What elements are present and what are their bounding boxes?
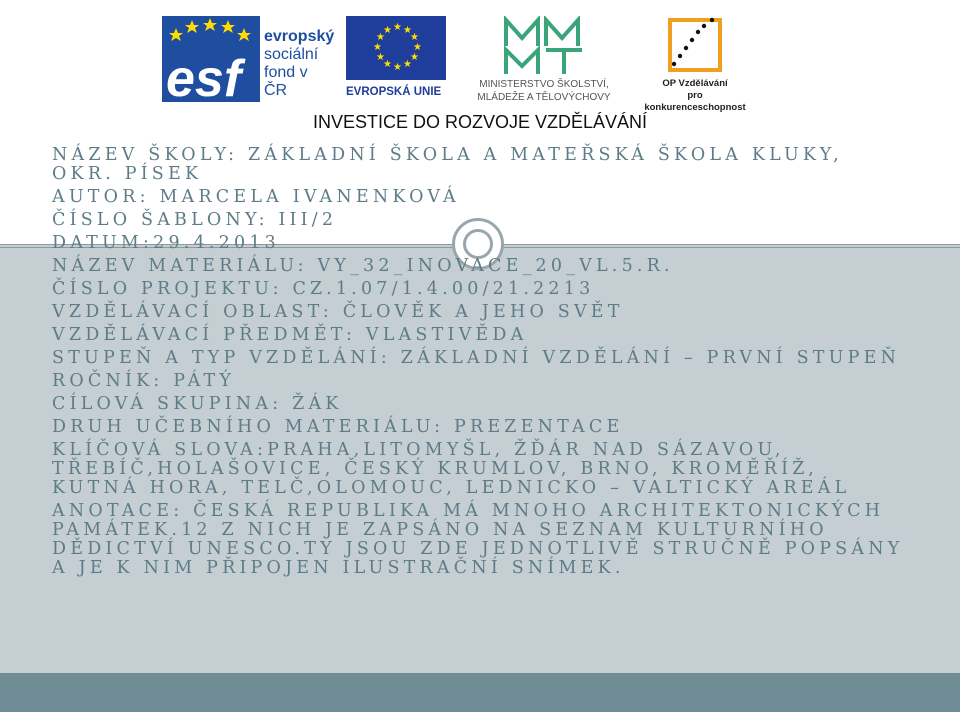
esf-caption <box>264 28 334 100</box>
template-number: ČÍSLO ŠABLONY: III/2 <box>52 210 338 230</box>
target-group: CÍLOVÁ SKUPINA: ŽÁK <box>52 394 343 414</box>
project-number: ČÍSLO PROJEKTU: CZ.1.07/1.4.00/21.2213 <box>52 279 595 299</box>
material-type: DRUH UČEBNÍHO MATERIÁLU: PREZENTACE <box>52 417 624 437</box>
svg-text:★: ★ <box>373 42 382 53</box>
esf-line3: fond v ČR <box>264 64 308 99</box>
op-line2: pro konkurenceschopnost <box>644 90 746 113</box>
msmt-mark-icon <box>500 16 588 78</box>
annotation: ANOTACE: ČESKÁ REPUBLIKA MÁ MNOHO ARCHITEKTONICKÝCH PAMÁTEK.12 Z NICH JE ZAPSÁNO NA SEZNAM KULTURNÍHO DĚDICTVÍ UNESCO.TY JSOU ZDE JEDNOTLIVĚ STRUČNĚ POPSÁNY A JE K NIM PŘIPOJEN ILUSTRAČNÍ SNÍMEK. <box>52 501 904 578</box>
subject: VZDĚLÁVACÍ PŘEDMĚT: VLASTIVĚDA <box>52 325 528 345</box>
msmt-caption <box>456 78 632 104</box>
op-mark-icon <box>664 14 726 76</box>
svg-text:esf: esf <box>166 50 242 102</box>
esf-logo <box>162 16 334 102</box>
keywords: KLÍČOVÁ SLOVA:PRAHA,LITOMYŠL, ŽĎÁR NAD SÁZAVOU, TŘEBÍČ,HOLAŠOVICE, ČESKÝ KRUMLOV, BRNO, KROMĚŘÍŽ, KUTNÁ HORA, TELČ,OLOMOUC, LEDNICKO – VALTICKÝ AREÁL <box>52 440 851 498</box>
svg-text:★: ★ <box>393 62 402 73</box>
svg-text:★: ★ <box>403 59 412 70</box>
esf-line1: evropský <box>264 28 335 45</box>
svg-text:★: ★ <box>383 25 392 36</box>
svg-text:★: ★ <box>403 25 412 36</box>
svg-text:★: ★ <box>376 32 385 43</box>
msmt-line2: MLÁDEŽE A TĚLOVÝCHOVY <box>477 92 611 103</box>
education-level: STUPEŇ A TYP VZDĚLÁNÍ: ZÁKLADNÍ VZDĚLÁNÍ – PRVNÍ STUPEŇ <box>52 348 901 368</box>
svg-text:★: ★ <box>410 32 419 43</box>
grade: ROČNÍK: PÁTÝ <box>52 371 236 391</box>
op-logo <box>636 14 754 113</box>
svg-text:★: ★ <box>393 22 402 33</box>
eu-flag-icon <box>346 16 446 80</box>
esf-flag-icon <box>162 16 260 102</box>
msmt-logo <box>456 16 632 102</box>
esf-line2: sociální <box>264 46 319 63</box>
eu-caption: EVROPSKÁ UNIE <box>346 86 442 98</box>
svg-text:★: ★ <box>410 52 419 63</box>
investment-banner: INVESTICE DO ROZVOJE VZDĚLÁVÁNÍ <box>312 112 648 132</box>
msmt-line1: MINISTERSTVO ŠKOLSTVÍ, <box>479 79 609 90</box>
material-name: NÁZEV MATERIÁLU: VY_32_INOVACE_20_VL.5.R. <box>52 256 674 276</box>
op-caption <box>636 78 754 114</box>
svg-text:★: ★ <box>383 59 392 70</box>
date: DATUM:29.4.2013 <box>52 233 281 253</box>
footer-strip <box>0 673 960 712</box>
education-area: VZDĚLÁVACÍ OBLAST: ČLOVĚK A JEHO SVĚT <box>52 302 624 322</box>
school-name: NÁZEV ŠKOLY: ZÁKLADNÍ ŠKOLA A MATEŘSKÁ ŠKOLA KLUKY, OKR. PÍSEK <box>52 145 843 184</box>
author: AUTOR: MARCELA IVANENKOVÁ <box>52 187 460 207</box>
svg-text:★: ★ <box>376 52 385 63</box>
svg-text:★: ★ <box>413 42 422 53</box>
op-line1: OP Vzdělávání <box>662 78 728 89</box>
eu-logo <box>346 16 446 102</box>
slide-text <box>52 146 912 582</box>
